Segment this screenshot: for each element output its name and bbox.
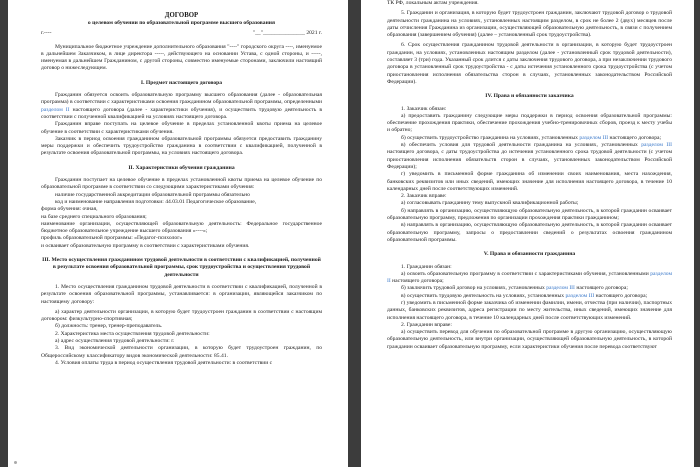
section-3-p5-right: 5. Гражданин и организация, в которую будет трудоустроен гражданин, заключают трудовой договор о трудовой деятельности гражданина на условиях, установленных настоящим разделом, в срок не более 2 (двух) месяцев после даты отчисления Гражданина из организации, осуществляющей образовательную деятельность, в связи с получением образования (завершением обучения) (далее – установленный срок трудоустройства). — [387, 10, 672, 39]
link-section-3[interactable]: разделом III — [641, 142, 672, 149]
document-page-left — [8, 0, 348, 467]
section-5-h2: 2. Гражданин вправе: — [401, 321, 452, 328]
section-3-p4: 2. Характеристика места осуществления трудовой деятельности: — [55, 330, 210, 337]
section-5-title: V. Права и обязанности гражданина — [483, 251, 576, 258]
link-section-3[interactable]: разделом III — [546, 285, 575, 292]
section-4-2a: а) согласовывать гражданину тему выпускной квалификационной работы; — [401, 200, 579, 207]
section-1-p3: Заказчик в период освоения гражданином образовательной программы обязуется предоставить гражданину меры поддержки и обеспечить трудоустройство гражданина в соответствии с квалификацией, полученной в результате освоения образовательной программы, на условиях настоящего договора. — [41, 135, 322, 157]
section-5-2a: а) осуществить перевод для обучения по образовательной программе в другую организацию, осуществляющую образовательную деятельность, или внутри организации, осуществляющей образовательную деятельность, в которой гражданин осваивает образовательную программу, если характеристики обучения после перевода соответствуют — [387, 329, 672, 350]
section-3-p6-right: 6. Срок осуществления гражданином трудовой деятельности в организации, в которую будет трудоустроен гражданин, на условиях, установленных настоящим разделом (далее - установленный срок трудовой деятельности), составляет 3 (три) года. Указанный срок длится с даты заключения трудового договора, а при незаключении трудового договора в установленный срок трудоустройства - с даты истечения установленного срока трудоустройства (с учетом приостановления исполнения обязательства сторон в случаях, установленных законодательством Российской Федерации). — [387, 42, 672, 85]
page-marker-dot — [14, 461, 17, 464]
section-4-d: г) уведомить в письменной форме гражданина об изменении своих наименования, места нахождения, банковских реквизитов или иных сведений, имеющих значение для исполнения настоящего договора, в течение 10 календарных дней после соответствующих изменений. — [387, 171, 672, 192]
link-section-3[interactable]: разделом III — [579, 134, 609, 141]
section-3-p7: 4. Условия оплаты труда в период осуществления трудовой деятельности: в соответствии с — [55, 359, 273, 366]
section-2-item: форма обучения: очная, — [41, 206, 98, 213]
section-4-h1: 1. Заказчик обязан: — [401, 105, 447, 112]
place-date-row — [41, 30, 322, 37]
section-5-a: а) освоить образовательную программу в соответствии с характеристиками обучения, установленными разделом II настоящего договора; — [387, 270, 672, 285]
section-3-p5: а) адрес осуществления трудовой деятельности: г. — [55, 337, 175, 344]
section-5-d: г) уведомить в письменной форме заказчика об изменении фамилии, имени, отчества (при наличии), паспортных данных, банковских реквизитов, адреса регистрации по месту жительства, иных сведений, имеющих значение для исполнения настоящего договора, в течение 10 календарных дней после соответствующих изменений. — [387, 299, 672, 321]
section-1-p1: Гражданин обязуется освоить образовательную программу высшего образования (далее - образовательная программа) в соответствии с характеристиками освоения гражданином образовательной программы, определенными разделом II настоящего договора (далее - характеристики обучения), и осуществить трудовую деятельность в соответствии с полученной квалификацией на условиях настоящего договора. — [41, 92, 322, 120]
section-3-p6: 3. Вид экономической деятельности организации, в которую будет трудоустроен гражданин, по Общероссийскому классификатору видов экономической деятельности: 85.41. — [41, 345, 322, 359]
document-title: ДОГОВОР — [164, 12, 199, 19]
section-5-h1: 1. Гражданин обязан: — [401, 263, 452, 270]
contract-place: г.---- — [41, 30, 52, 37]
section-4-h2: 2. Заказчик вправе: — [401, 193, 447, 200]
link-section-2[interactable]: разделом II — [387, 270, 672, 285]
section-2-item: на базе среднего специального образования; — [41, 213, 147, 220]
link-section-3[interactable]: разделом III — [565, 292, 595, 299]
link-section-2[interactable]: разделом II — [41, 106, 70, 113]
contract-date: "__"_______________ 2021 г. — [252, 30, 322, 37]
section-4-c: в) обеспечить условия для трудовой деятельности гражданина на условиях, установленных разделом III настоящего договора, с даты трудоустройства до истечения установленного срока трудовой деятельности (с учетом приостановления исполнения обязательств сторон в случаях, установленных законодательством Российской Федерации); — [387, 142, 672, 170]
section-1-title: I. Предмет настоящего договора — [140, 79, 223, 86]
section-2-item: наличие государственной аккредитации образовательной программы обязательно — [55, 191, 250, 198]
section-3-title: III. Место осуществления гражданином трудовой деятельности в соответствии с квалификацией, полученной в результате освоения образовательной программы, срок трудоустройства и осуществления трудовой деятельности — [42, 257, 321, 278]
section-4-2c: в) направлять в организацию, осуществляющую образовательную деятельность, в которой гражданин осваивает образовательную программу, запросы о предоставлении сведений о результатах освоения гражданином образовательной программы. — [387, 222, 672, 243]
section-3-p3: б) должность: тренер, тренер-преподаватель. — [55, 323, 163, 330]
section-2-item: код и наименование направления подготовки: 44.03.01 Педагогическое образование, — [55, 198, 257, 205]
section-2-title: II. Характеристики обучения гражданина — [128, 164, 235, 171]
continuation-line: ТК РФ, локальным актам учреждения. — [387, 0, 479, 6]
section-2-item: наименование организации, осуществляющей образовательную деятельность: Федеральное государственное бюджетное образовательное учреждение высшего образования «----»; — [41, 220, 322, 235]
section-3-p1: 1. Место осуществления гражданином трудовой деятельности в соответствии с квалификацией, полученной в результате освоения образовательной программы, устанавливается: в организации, являющейся заказчиком по настоящему договору: — [41, 283, 322, 305]
section-3-p2: а) характер деятельности организации, в которую будет трудоустроен гражданин в соответствии с настоящим договором: физкультурно-спортивная; — [41, 308, 322, 323]
section-4-b: б) осуществить трудоустройство гражданина на условиях, установленных разделом III настоящего договора; — [401, 134, 662, 141]
section-2-p1: Гражданин поступает на целевое обучение в пределах установленной квоты приема на целевое обучение по образовательной программе в соответствии со следующими характеристиками обучения: — [41, 177, 322, 191]
section-1-p2: Гражданин вправе поступать на целевое обучение в пределах установленной квоты приема на целевое обучение в соответствии с характеристиками обучения. — [41, 121, 322, 135]
preamble: Муниципальное бюджетное учреждение дополнительного образования "----" городского округа ----, именуемое в дальнейшем Заказчиком, в лице директора -----, действующего на основании Устава, с одной стороны, и -----, именуемая в дальнейшем Гражданином, с другой стороны, совместно именуемые сторонами, заключили настоящий договор о нижеследующем. — [41, 43, 322, 72]
section-4-a: а) предоставить гражданину следующие меры поддержки в период освоения образовательной программы: обеспечение прохождения практики, обеспечение прохождения учебно-тренировочных сборов, проезд к месту учебы и обратно; — [387, 112, 672, 134]
document-subtitle: о целевом обучении по образовательной программе высшего образования — [87, 20, 276, 26]
section-2-item: и осваивает образовательную программу в соответствии с характеристиками обучения. — [41, 242, 250, 249]
section-5-b: б) заключить трудовой договор на условиях, установленных разделом III настоящего договора; — [401, 285, 628, 292]
document-page-right — [361, 0, 694, 467]
section-5-c: в) осуществить трудовую деятельность на условиях, установленных разделом III настоящего договора; — [401, 292, 648, 299]
section-4-title: IV. Права и обязанности заказчика — [485, 93, 574, 100]
section-2-item: профиль образовательной программы: «Педагог-психолог» — [41, 235, 183, 242]
section-4-2b: б) направлять в организацию, осуществляющую образовательную деятельность, в которой гражданин осваивает образовательную программу, предложения по организации прохождения практики гражданином; — [387, 207, 672, 222]
